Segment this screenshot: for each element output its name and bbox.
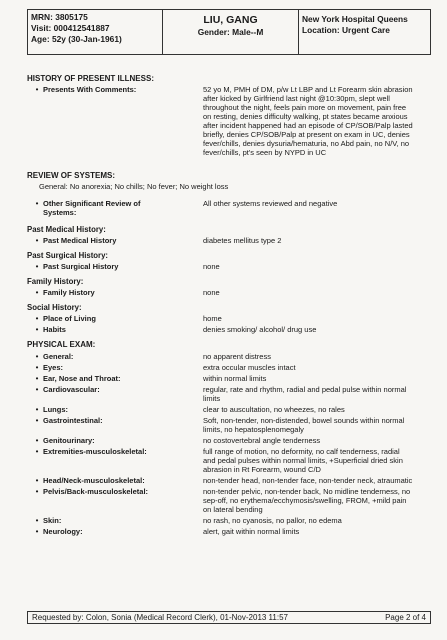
pe-item: [27, 516, 437, 525]
bullet-icon: •: [35, 325, 39, 334]
pe-label: Gastrointestinal:: [43, 416, 103, 425]
bullet-icon: •: [35, 447, 39, 456]
bullet-icon: •: [35, 199, 39, 208]
patient-identity: [163, 10, 299, 54]
page-footer: [27, 611, 431, 624]
ros-heading: REVIEW OF SYSTEMS:: [27, 171, 116, 180]
requested-by: Requested by: Colon, Sonia (Medical Record Clerk), 01-Nov-2013 11:57: [32, 613, 288, 622]
fh-row: [27, 288, 437, 297]
sh-habits-label: Habits: [43, 325, 66, 334]
pe-label: Eyes:: [43, 363, 64, 372]
facility-info: [299, 10, 430, 54]
pe-value: no costovertebral angle tenderness: [203, 436, 321, 445]
sh-place-row: [27, 314, 437, 323]
pe-label: Skin:: [43, 516, 62, 525]
pe-list: [27, 352, 437, 536]
pe-value: extra occular muscles intact: [203, 363, 296, 372]
pe-item: [27, 352, 437, 361]
bullet-icon: •: [35, 85, 39, 94]
pe-item: [27, 476, 437, 485]
patient-ids: [28, 10, 163, 54]
hospital-name: New York Hospital Queens: [302, 14, 408, 24]
location: Location: Urgent Care: [302, 25, 390, 35]
pe-value: alert, gait within normal limits: [203, 527, 300, 536]
bullet-icon: •: [35, 363, 39, 372]
page-number: Page 2 of 4: [385, 613, 426, 622]
patient-name: LIU, GANG: [203, 14, 258, 26]
bullet-icon: •: [35, 405, 39, 414]
hpi-row: [27, 85, 437, 157]
bullet-icon: •: [35, 476, 39, 485]
pe-item: [27, 374, 437, 383]
sh-place-value: home: [203, 314, 222, 323]
pe-label: Genitourinary:: [43, 436, 95, 445]
document-body: [27, 74, 437, 536]
pmh-value: diabetes mellitus type 2: [203, 236, 282, 245]
pmh-row: [27, 236, 437, 245]
pe-value: clear to auscultation, no wheezes, no rales: [203, 405, 345, 414]
bullet-icon: •: [35, 236, 39, 245]
pe-item: [27, 405, 437, 414]
bullet-icon: •: [35, 262, 39, 271]
ros-other-label: Other Significant Review of Systems:: [43, 199, 141, 217]
pmh-label: Past Medical History: [43, 236, 117, 245]
bullet-icon: •: [35, 352, 39, 361]
hpi-heading: HISTORY OF PRESENT ILLNESS:: [27, 74, 154, 83]
bullet-icon: •: [35, 516, 39, 525]
sh-heading: Social History:: [27, 303, 82, 312]
ros-general: General: No anorexia; No chills; No fever; No weight loss: [39, 182, 229, 191]
pe-value: no rash, no cyanosis, no pallor, no edema: [203, 516, 342, 525]
age: Age: 52y (30-Jan-1961): [31, 34, 122, 44]
pe-value: no apparent distress: [203, 352, 271, 361]
fh-label: Family History: [43, 288, 95, 297]
bullet-icon: •: [35, 385, 39, 394]
mrn: MRN: 3805175: [31, 12, 88, 22]
bullet-icon: •: [35, 436, 39, 445]
sh-place-label: Place of Living: [43, 314, 96, 323]
pe-value: Soft, non-tender, non-distended, bowel sounds within normal limits, no hepatosplenomegaly: [203, 416, 405, 434]
pe-value: within normal limits: [203, 374, 267, 383]
pe-label: Pelvis/Back-musculoskeletal:: [43, 487, 149, 496]
pe-item: [27, 487, 437, 514]
pmh-heading: Past Medical History:: [27, 225, 106, 234]
pe-label: General:: [43, 352, 74, 361]
bullet-icon: •: [35, 527, 39, 536]
hpi-label: Presents With Comments:: [43, 85, 137, 94]
psh-label: Past Surgical History: [43, 262, 119, 271]
hpi-text: 52 yo M, PMH of DM, p/w Lt LBP and Lt Forearm skin abrasion after kicked by Girlfriend last night @10:30pm, slept well throughout the night, feels pain more on movement, pain free on resting, denies difficulty walking, pt states became anxious after incident happened had an episode of CP/SOB/Palp lasted briefly, denies CP/SOB/Palp at present on exam in UC, denies fever/chills, denies dysuria/hematuria, no Abd pain, no N/V, no fever/chills, pt's seen by NYPD in UC: [203, 85, 413, 157]
gender: Gender: Male--M: [197, 27, 264, 37]
bullet-icon: •: [35, 288, 39, 297]
psh-heading: Past Surgical History:: [27, 251, 109, 260]
pe-item: [27, 436, 437, 445]
bullet-icon: •: [35, 374, 39, 383]
ros-other-value: All other systems reviewed and negative: [203, 199, 338, 208]
pe-heading: PHYSICAL EXAM:: [27, 340, 96, 349]
pe-value: regular, rate and rhythm, radial and pedal pulse within normal limits: [203, 385, 407, 403]
pe-label: Neurology:: [43, 527, 83, 536]
sh-habits-value: denies smoking/ alcohol/ drug use: [203, 325, 317, 334]
pe-value: full range of motion, no deformity, no calf tenderness, radial and pedal pulses within normal limits, +Superficial dried skin abrasion in Rt Forearm, wound C/D: [203, 447, 403, 474]
bullet-icon: •: [35, 314, 39, 323]
pe-label: Lungs:: [43, 405, 68, 414]
pe-value: non-tender pelvic, non-tender back, No midline tenderness, no sep-off, no erythema/ecchymosis/swelling, FROM, +mild pain on lateral bending: [203, 487, 411, 514]
pe-label: Extremities-musculoskeletal:: [43, 447, 147, 456]
pe-label: Head/Neck-musculoskeletal:: [43, 476, 145, 485]
bullet-icon: •: [35, 416, 39, 425]
patient-header: [27, 9, 431, 55]
visit-number: Visit: 000412541887: [31, 23, 110, 33]
pe-item: [27, 447, 437, 474]
sh-habits-row: [27, 325, 437, 334]
pe-label: Ear, Nose and Throat:: [43, 374, 121, 383]
pe-item: [27, 385, 437, 403]
pe-item: [27, 363, 437, 372]
pe-item: [27, 416, 437, 434]
pe-value: non-tender head, non-tender face, non-tender neck, atraumatic: [203, 476, 413, 485]
pe-label: Cardiovascular:: [43, 385, 100, 394]
psh-value: none: [203, 262, 220, 271]
pe-item: [27, 527, 437, 536]
bullet-icon: •: [35, 487, 39, 496]
fh-heading: Family History:: [27, 277, 84, 286]
ros-other-row: [27, 199, 437, 217]
fh-value: none: [203, 288, 220, 297]
psh-row: [27, 262, 437, 271]
